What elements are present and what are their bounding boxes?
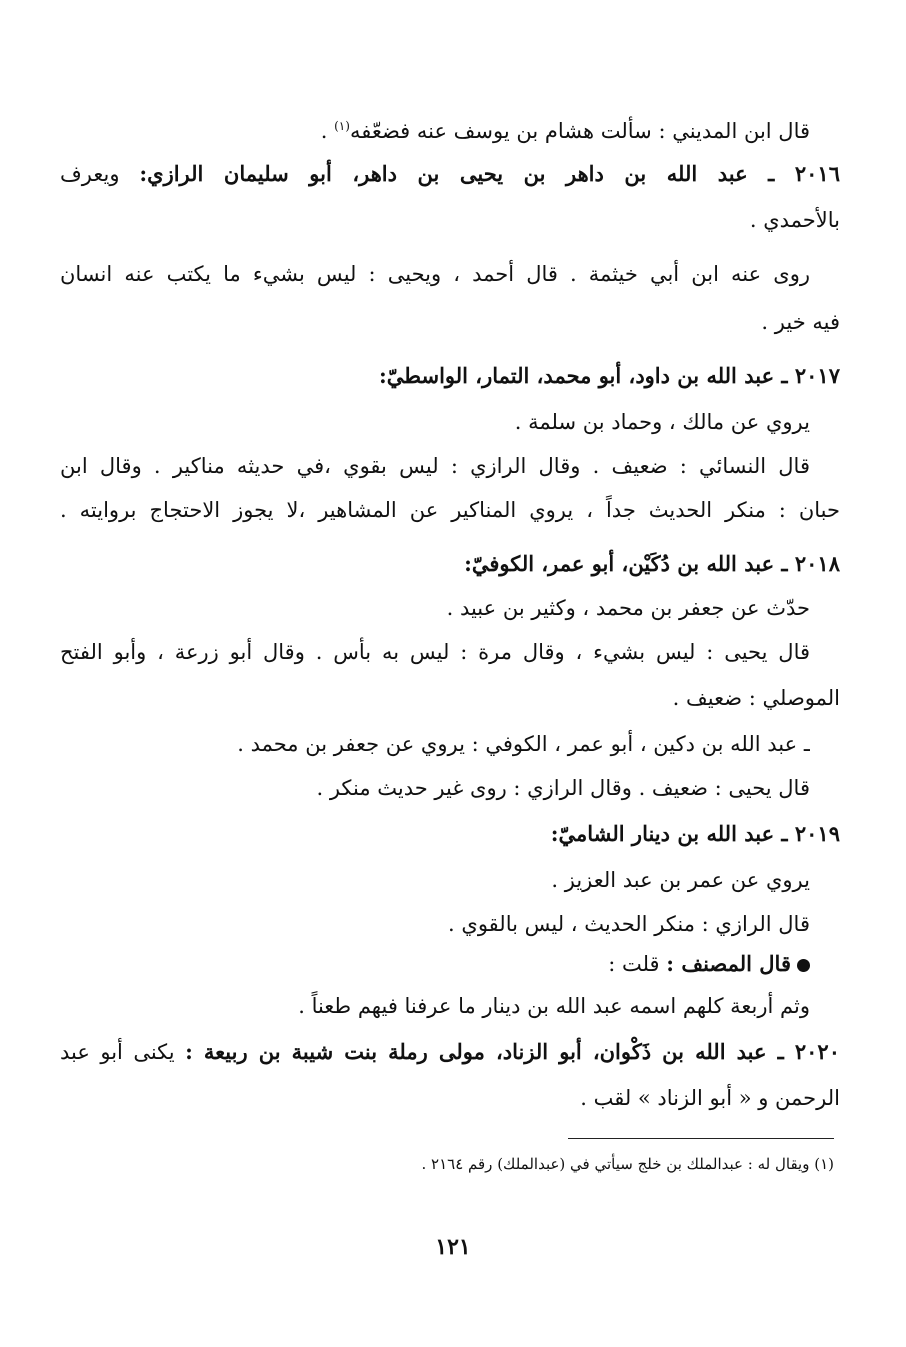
page-number: ١٢١: [435, 1234, 471, 1260]
entry-2018-sub-line-1: ـ عبد الله بن دكين ، أبو عمر ، الكوفي : يروي عن جعفر بن محمد .: [237, 732, 810, 756]
entry-2019-line-3: قال الرازي : منكر الحديث ، ليس بالقوي .: [448, 912, 810, 936]
entry-2018-line-4: الموصلي : ضعيف .: [672, 686, 840, 710]
entry-2020-heading: [60, 1034, 840, 1070]
author-note-label: قال المصنف :: [666, 951, 791, 976]
entry-title: ٢٠٢٠ ـ عبد الله بن ذَكْوان، أبو الزناد، مولى رملة بنت شيبة بن ربيعة :: [185, 1039, 840, 1064]
entry-2016-line-3: روى عنه ابن أبي خيثمة . قال أحمد ، ويحيى : ليس بشيء ما يكتب عنه انسان: [60, 262, 810, 286]
entry-2019-line-4: [60, 946, 810, 982]
text: .: [320, 119, 335, 143]
entry-2019-heading: [60, 816, 840, 852]
bullet-icon: [797, 959, 810, 972]
text: قلت :: [608, 952, 667, 976]
entry-2019-line-2: يروي عن عمر بن عبد العزيز .: [551, 868, 810, 892]
entry-2018-sub-line-2: قال يحيى : ضعيف . وقال الرازي : روى غير حديث منكر .: [316, 776, 810, 800]
text: قال ابن المديني : سألت هشام بن يوسف عنه فضعّفه: [349, 119, 810, 143]
entry-title: ٢٠١٩ ـ عبد الله بن دينار الشاميّ:: [550, 821, 840, 846]
entry-2016-line-4: فيه خير .: [761, 310, 840, 334]
entry-2018-line-2: حدّث عن جعفر بن محمد ، وكثير بن عبيد .: [446, 596, 810, 620]
entry-title: ٢٠١٦ ـ عبد الله بن داهر بن يحيى بن داهر، أبو سليمان الرازي:: [139, 161, 840, 186]
text: ويعرف: [60, 162, 140, 186]
entry-2020-line-2: الرحمن و « أبو الزناد » لقب .: [580, 1086, 840, 1110]
footnote-ref[interactable]: (١): [334, 119, 350, 133]
entry-2017-line-3: قال النسائي : ضعيف . وقال الرازي : ليس بقوي ،في حديثه مناكير . وقال ابن: [60, 454, 810, 478]
entry-2018-line-3: قال يحيى : ليس بشيء ، وقال مرة : ليس به بأس . وقال أبو زرعة ، وأبو الفتح: [60, 640, 810, 664]
entry-2017-line-2: يروي عن مالك ، وحماد بن سلمة .: [514, 410, 810, 434]
footnote: (١) ويقال له : عبدالملك بن خلج سيأتي في (عبدالملك) رقم ٢١٦٤ .: [421, 1155, 834, 1173]
footnote-divider: [568, 1138, 834, 1139]
entry-2017-heading: [60, 358, 840, 394]
entry-2018-heading: [60, 546, 840, 582]
text: يكنى أبو عبد: [60, 1040, 186, 1064]
entry-2017-line-4: حبان : منكر الحديث جداً ، يروي المناكير عن المشاهير ،لا يجوز الاحتجاج بروايته .: [60, 498, 840, 522]
entry-2016-heading: [60, 156, 840, 192]
line-ibn-madini: [60, 108, 810, 149]
entry-title: ٢٠١٧ ـ عبد الله بن داود، أبو محمد، التمار، الواسطيّ:: [379, 363, 840, 388]
entry-title: ٢٠١٨ ـ عبد الله بن دُكَيْن، أبو عمر، الكوفيّ:: [464, 551, 840, 576]
entry-2019-line-5: وثم أربعة كلهم اسمه عبد الله بن دينار ما عرفنا فيهم طعناً .: [298, 994, 810, 1018]
entry-2016-line-2: بالأحمدي .: [749, 208, 840, 232]
